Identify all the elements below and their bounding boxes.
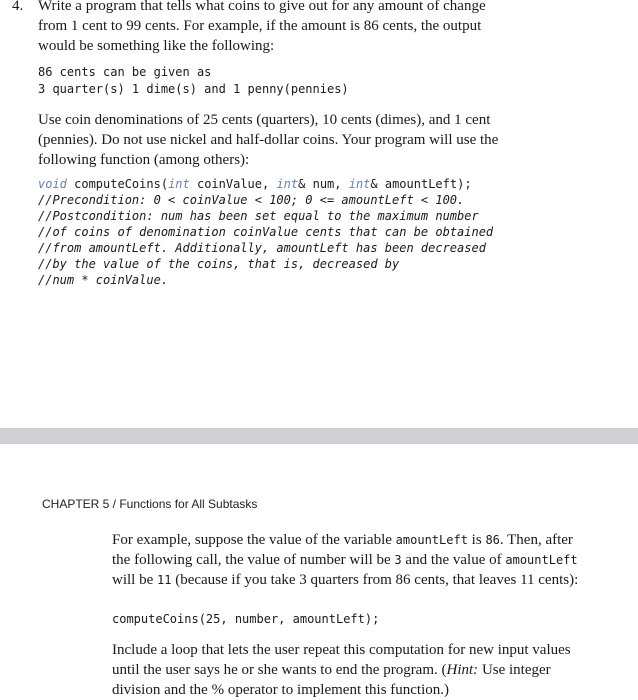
example-paragraph (112, 530, 582, 590)
code-comment-line: //by the value of the coins, that is, decreased by (38, 257, 400, 271)
question-number: 4. (12, 0, 24, 14)
function-declaration-code (38, 176, 493, 288)
inline-code: 11 (157, 573, 172, 587)
code-comment-line: //from amountLeft. Additionally, amountLeft has been decreased (38, 241, 486, 255)
sample-output-line: 86 cents can be given as (38, 65, 212, 79)
textbook-page-bottom (0, 444, 638, 700)
code-text: & amountLeft); (370, 177, 472, 191)
paragraph-text: will be (112, 572, 157, 588)
page-divider (0, 428, 638, 444)
code-keyword: int (276, 177, 299, 191)
sample-output-line: 3 quarter(s) 1 dime(s) and 1 penny(pennies) (38, 82, 349, 96)
question-intro-paragraph: Write a program that tells what coins to give out for any amount of change from 1 cent to 99 cents. For example, if the amount is 86 cents, the output would be something like the following: (38, 0, 486, 54)
paragraph-text: Use integer division and the % operator to implement this function.) (112, 662, 551, 698)
denominations-paragraph: Use coin denominations of 25 cents (quarters), 10 cents (dimes), and 1 cent (pennies). Do not use nickel and half-dollar coins. Your program will use the following function (among others): (38, 112, 499, 168)
code-keyword: int (348, 177, 371, 191)
paragraph-text: (because if you take 3 quarters from 86 cents, that leaves 11 cents): (171, 572, 579, 588)
code-text: computeCoins( (66, 177, 169, 191)
sample-output-block (38, 64, 349, 98)
function-call-code: computeCoins(25, number, amountLeft); (112, 612, 380, 626)
code-comment-line: //num * coinValue. (38, 273, 169, 287)
code-keyword: int (168, 177, 190, 191)
code-text: coinValue, (189, 177, 277, 191)
code-line-declaration (38, 176, 493, 192)
paragraph-text: and the value of (401, 552, 506, 568)
hint-label: Hint: (446, 662, 479, 678)
code-comment-line: //Postcondition: num has been set equal to the maximum number (38, 209, 479, 223)
paragraph-text: is (467, 532, 486, 548)
chapter-header: CHAPTER 5 / Functions for All Subtasks (42, 497, 258, 511)
loop-instruction-paragraph (112, 640, 582, 700)
inline-code: 3 (394, 553, 402, 567)
code-keyword: void (38, 177, 67, 191)
paragraph-text: Include a loop that lets the user repeat this computation for new input values until the user says he or she wants to end the program. ( (112, 642, 571, 678)
code-comment-line: //Precondition: 0 < coinValue < 100; 0 <= amountLeft < 100. (38, 193, 465, 207)
paragraph-text: For example, suppose the value of the variable (112, 532, 396, 548)
code-comment-line: //of coins of denomination coinValue cents that can be obtained (38, 225, 494, 239)
inline-code: 86 (485, 533, 500, 547)
inline-code: amountLeft (505, 553, 578, 567)
paragraph-text: . Then, after the following call, the value of number will be (112, 532, 573, 568)
code-text: & num, (298, 177, 349, 191)
inline-code: amountLeft (395, 533, 468, 547)
